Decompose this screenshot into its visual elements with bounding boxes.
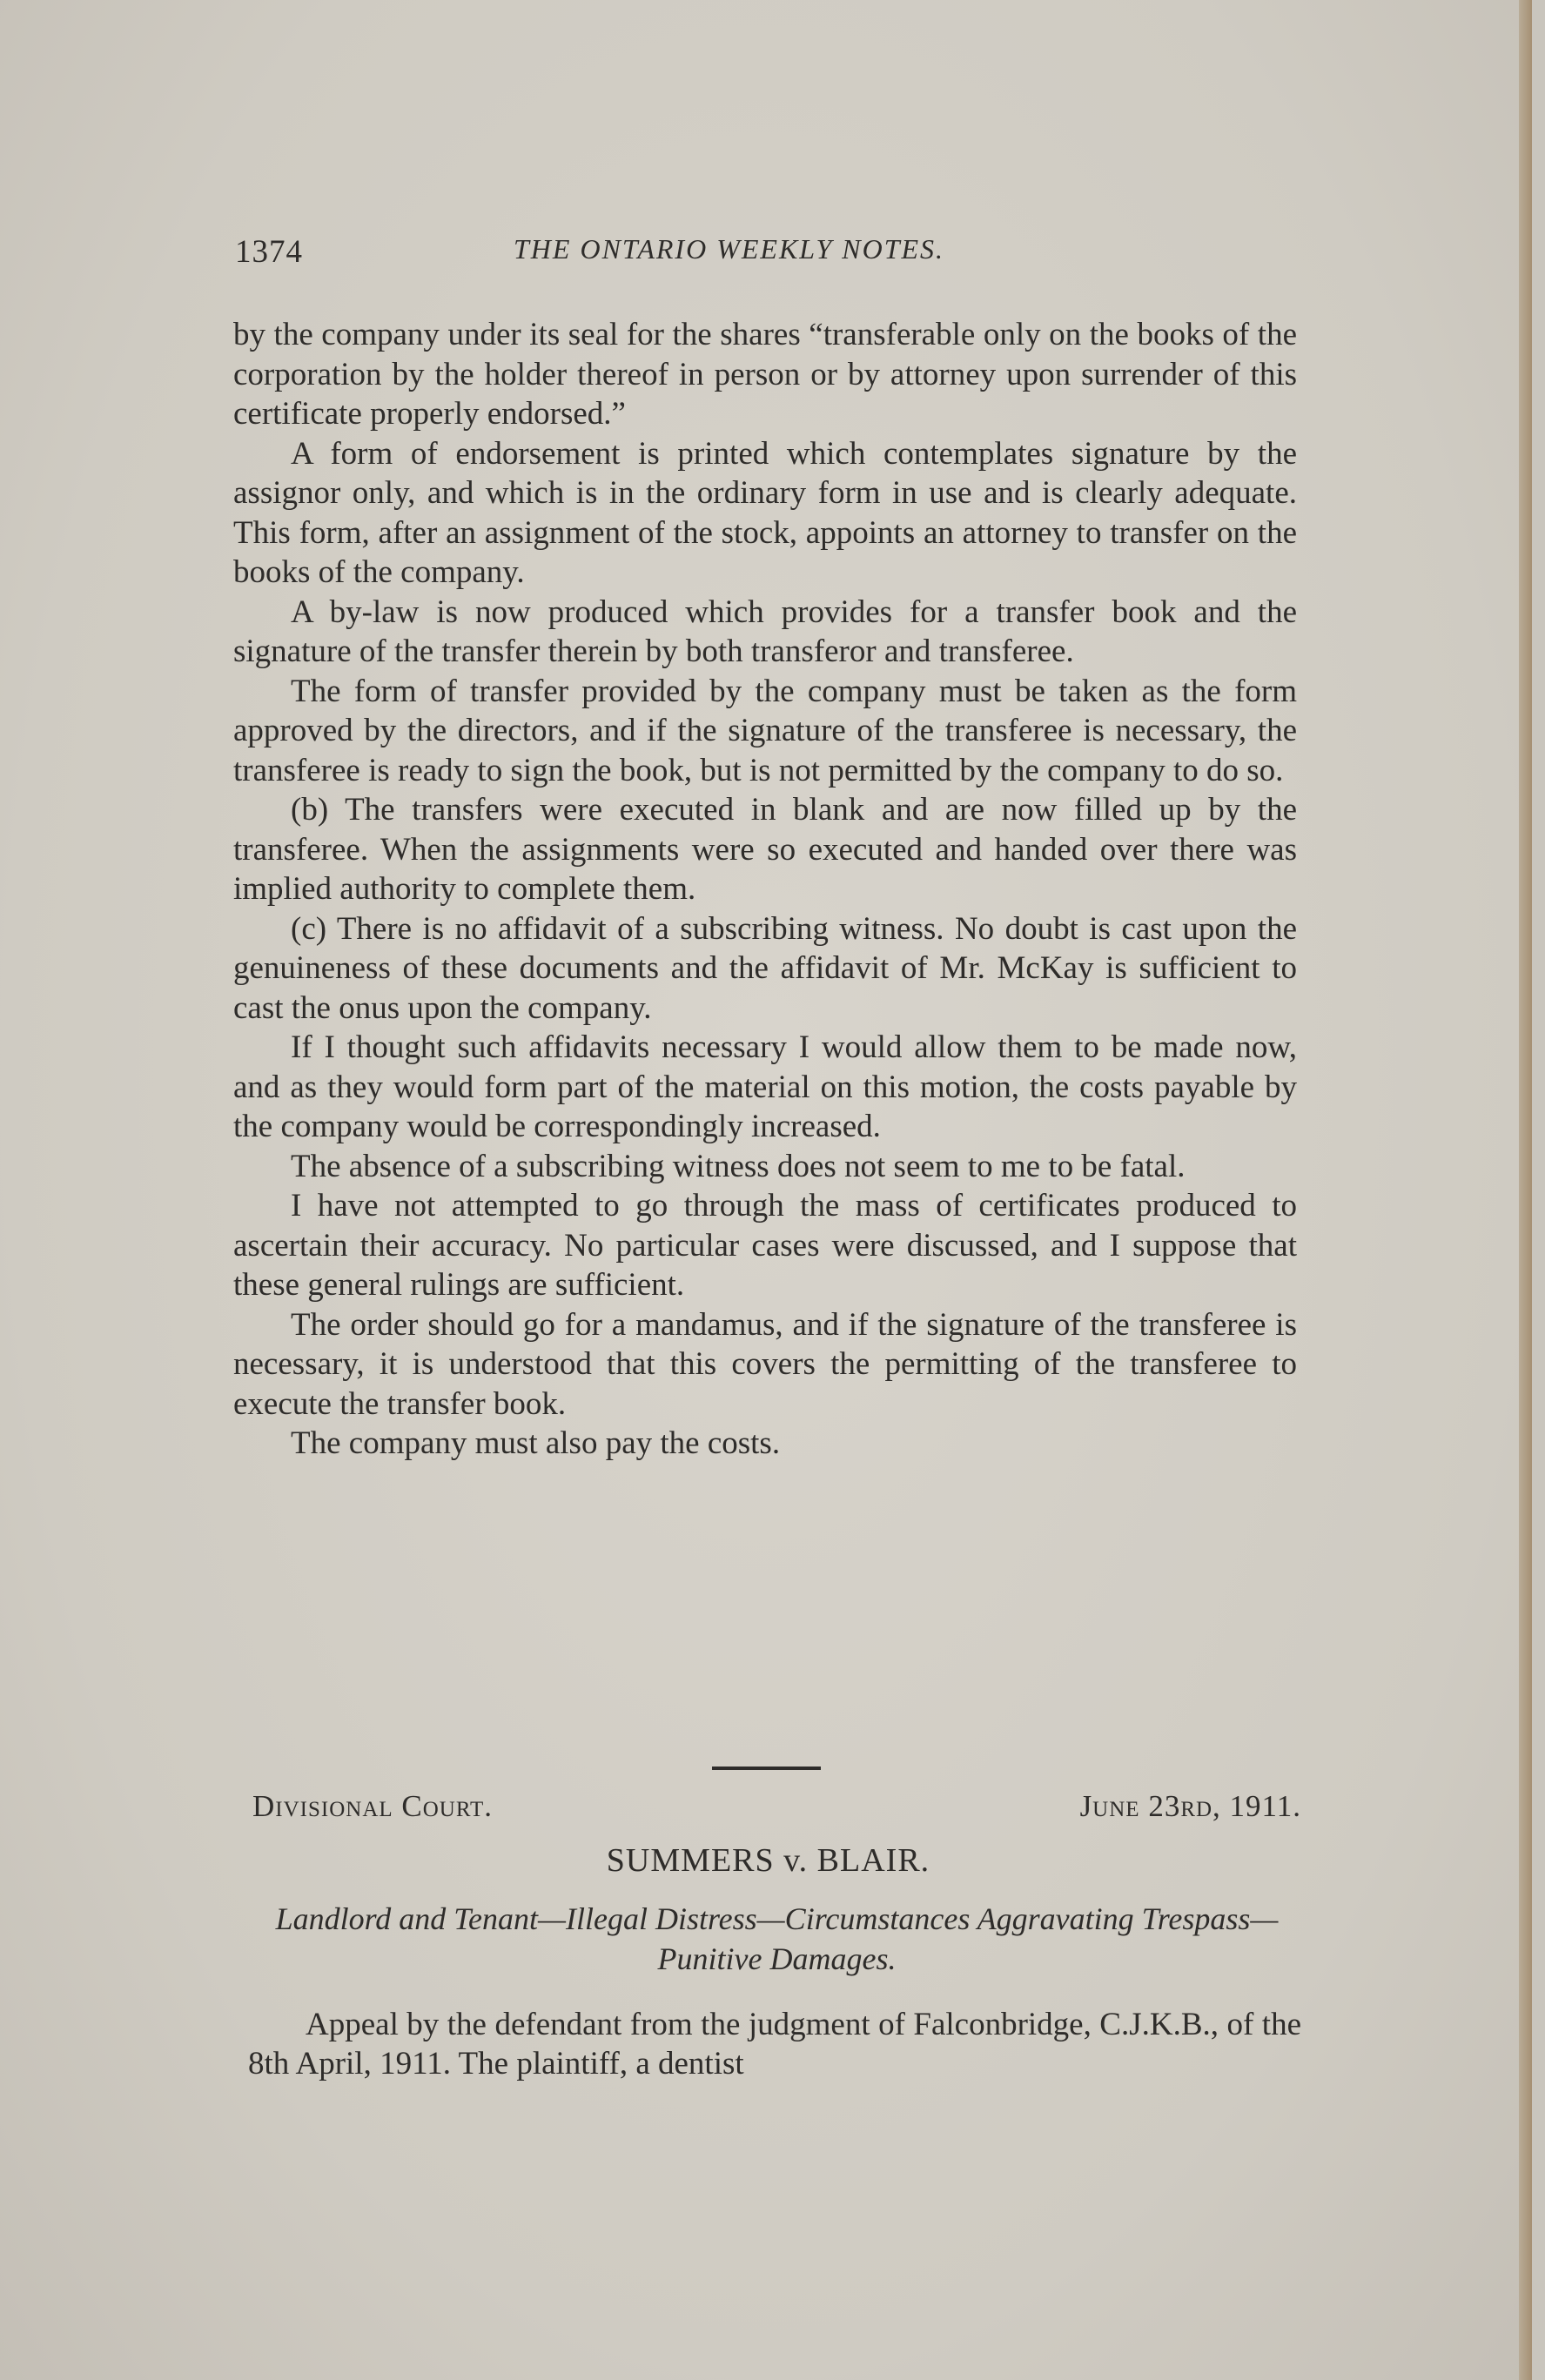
paragraph-certificates: I have not attempted to go through the mass of certificates produced to ascertain their accuracy. No particular cases were discussed, and I suppose that these general rulings are sufficient. [233, 1188, 1297, 1303]
paragraph-continuation: by the company under its seal for the shares “transferable only on the books of the corporation by the holder thereof in person or by attorney upon surrender of this certificate properly endorsed.” [233, 317, 1297, 432]
paragraph-by-law: A by-law is now produced which provides for a transfer book and the signature of the transfer therein by both transferor and transferee. [233, 593, 1297, 669]
appeal-text: Appeal by the defendant from the judgment of Falconbridge, C.J.K.B., of the 8th April, 1911. The plaintiff, a dentist [248, 2007, 1301, 2082]
judgment-text [233, 315, 1297, 1464]
page-header [235, 233, 1297, 277]
paragraph-c-affidavit: (c) There is no affidavit of a subscribing witness. No doubt is cast upon the genuineness of these documents and the affidavit of Mr. McKay is sufficient to cast the onus upon the company. [233, 910, 1297, 1026]
paragraph-order-mandamus: The order should go for a mandamus, and if the signature of the transferee is necessary, it is understood that this covers the permitting of the transferee to execute the transfer book. [233, 1306, 1297, 1422]
judgment-date: June 23rd, 1911. [1079, 1789, 1301, 1823]
appeal-paragraph [248, 2005, 1301, 2083]
paragraph-costs: The company must also pay the costs. [291, 1425, 781, 1461]
running-head: THE ONTARIO WEEKLY NOTES. [514, 233, 945, 265]
page-number: 1374 [235, 234, 303, 270]
court-name: Divisional Court. [252, 1789, 494, 1823]
case-headnote: Landlord and Tenant—Illegal Distress—Circumstances Aggravating Trespass—Punitive Damages. [275, 1901, 1279, 1976]
paragraph-b-blank-transfers: (b) The transfers were executed in blank and are now filled up by the transferee. When the assignments were so executed and handed over there was implied authority to complete them. [233, 792, 1297, 907]
case-title: SUMMERS v. BLAIR. [606, 1842, 930, 1879]
paragraph-affidavits-necessary: If I thought such affidavits necessary I would allow them to be made now, and as they would form part of the material on this motion, the costs payable by the company would be correspondingly increased. [233, 1029, 1297, 1144]
court-line [252, 1789, 1301, 1829]
section-divider [712, 1767, 821, 1770]
paragraph-subscribing-witness: The absence of a subscribing witness does not seem to me to be fatal. [291, 1148, 1186, 1184]
page-edge [1519, 0, 1532, 2380]
paragraph-form-of-transfer: The form of transfer provided by the company must be taken as the form approved by the directors, and if the signature of the transferee is necessary, the transferee is ready to sign the book, but is not permitted by the company to do so. [233, 673, 1297, 788]
paragraph-endorsement-form: A form of endorsement is printed which contemplates signature by the assignor only, and which is in the ordinary form in use and is clearly adequate. This form, after an assignment of the stock, appoints an attorney to transfer on the books of the company. [233, 435, 1297, 590]
